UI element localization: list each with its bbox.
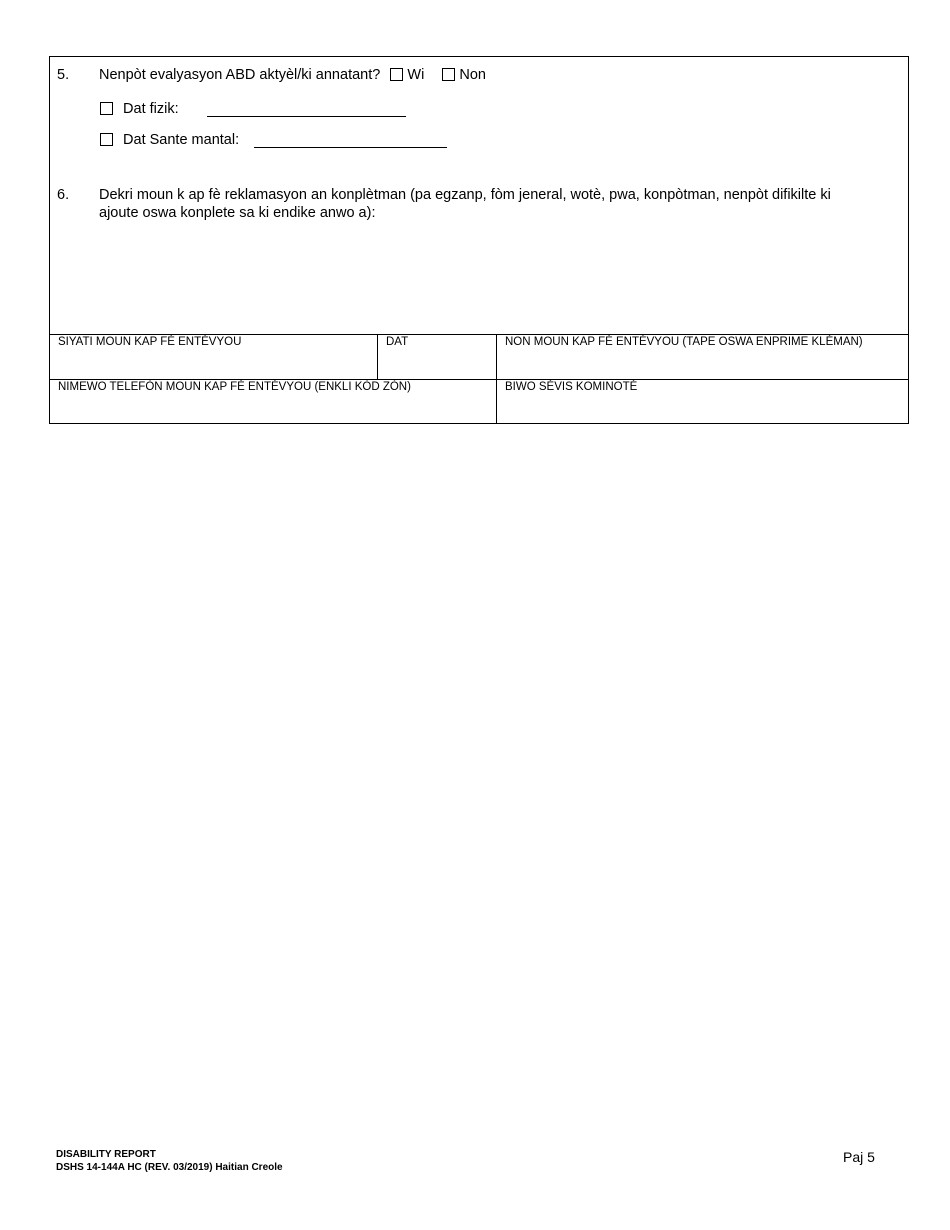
interviewer-name-cell[interactable] xyxy=(497,335,908,379)
date-cell[interactable] xyxy=(378,335,496,379)
interviewer-phone-label: NIMEWO TELEFÒN MOUN KAP FÈ ENTÈVYOU (ENKLI KÒD ZÒN) xyxy=(58,381,411,393)
mental-date-label: Dat Sante mantal: xyxy=(123,132,240,148)
q6-description-area[interactable] xyxy=(99,225,899,329)
mental-date-row xyxy=(100,131,239,149)
q6-text xyxy=(99,186,831,222)
form-footer xyxy=(56,1148,283,1174)
q5-row xyxy=(99,66,486,84)
q5-yes-checkbox[interactable] xyxy=(390,68,403,81)
signature-label: SIYATI MOUN KAP FÈ ENTÈVYOU xyxy=(58,336,242,348)
mental-date-checkbox[interactable] xyxy=(100,133,113,146)
physical-date-row xyxy=(100,100,179,118)
form-title: DISABILITY REPORT xyxy=(56,1149,156,1160)
q5-no-label: Non xyxy=(459,67,486,83)
form-section-frame xyxy=(49,56,909,424)
q5-question: Nenpòt evalyasyon ABD aktyèl/ki annatant? xyxy=(99,67,381,83)
signature-cell[interactable] xyxy=(50,335,377,379)
date-label: DAT xyxy=(386,336,409,348)
mental-date-field[interactable] xyxy=(254,147,447,148)
form-code: DSHS 14-144A HC (REV. 03/2019) Haitian Creole xyxy=(56,1162,283,1173)
physical-date-checkbox[interactable] xyxy=(100,102,113,115)
physical-date-label: Dat fizik: xyxy=(123,101,179,117)
q5-no-checkbox[interactable] xyxy=(442,68,455,81)
q6-line-2: ajoute oswa konplete sa ki endike anwo a): xyxy=(99,205,376,221)
q6-number: 6. xyxy=(57,187,70,203)
q6-line-1: Dekri moun k ap fè reklamasyon an konplètman (pa egzanp, fòm jeneral, wotè, pwa, konpòtman, nenpòt difikilte ki xyxy=(99,187,831,203)
interviewer-phone-cell[interactable] xyxy=(50,380,496,423)
office-label: BIWO SÈVIS KOMINOTÈ xyxy=(505,381,638,393)
office-cell[interactable] xyxy=(497,380,908,423)
physical-date-field[interactable] xyxy=(207,116,406,117)
q5-yes-label: Wi xyxy=(407,67,425,83)
page-number: Paj 5 xyxy=(843,1149,875,1165)
q5-number: 5. xyxy=(57,67,70,83)
interviewer-name-label: NON MOUN KAP FÈ ENTÈVYOU (TAPE OSWA ENPRIME KLÈMAN) xyxy=(505,336,863,348)
